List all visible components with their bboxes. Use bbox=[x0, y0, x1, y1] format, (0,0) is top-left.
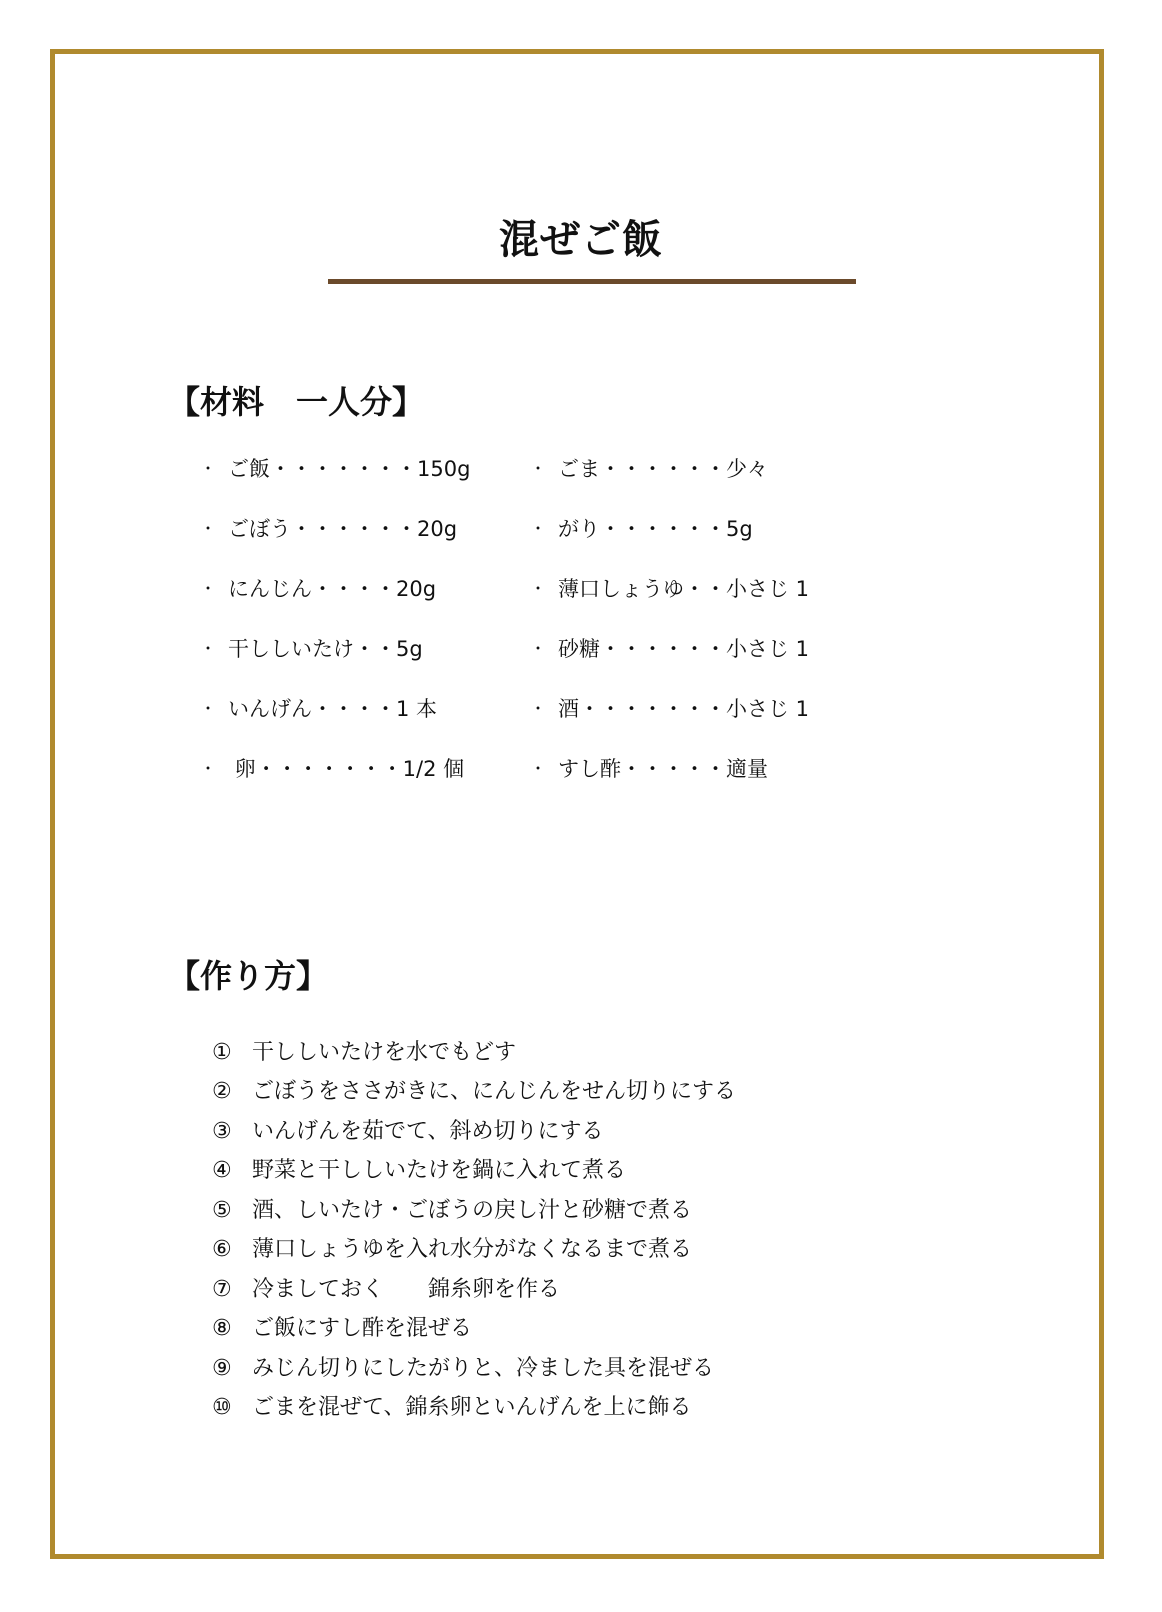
step-number: ⑧ bbox=[212, 1316, 232, 1342]
step-item bbox=[212, 1389, 736, 1429]
title-underline bbox=[328, 279, 856, 284]
step-text: いんげんを茹でて、斜め切りにする bbox=[252, 1118, 604, 1144]
ingredient-item bbox=[530, 455, 809, 515]
step-text: みじん切りにしたがりと、冷ました具を混ぜる bbox=[252, 1355, 715, 1381]
ingredient-item bbox=[200, 635, 470, 695]
bullet-icon: ・ bbox=[200, 519, 217, 538]
ingredient-text: 砂糖・・・・・・小さじ 1 bbox=[558, 637, 810, 661]
ingredient-item bbox=[530, 575, 809, 635]
bullet-icon: ・ bbox=[200, 459, 217, 478]
bullet-icon: ・ bbox=[200, 639, 217, 658]
ingredient-text: 薄口しょうゆ・・小さじ 1 bbox=[558, 577, 810, 601]
ingredient-item bbox=[200, 455, 470, 515]
ingredient-text: すし酢・・・・・適量 bbox=[558, 757, 768, 781]
page-title: 混ぜご飯 bbox=[499, 217, 663, 263]
step-number: ③ bbox=[212, 1118, 232, 1144]
step-number: ⑥ bbox=[212, 1237, 232, 1263]
steps-list bbox=[212, 1033, 736, 1428]
step-number: ⑨ bbox=[212, 1355, 232, 1381]
step-text: 冷ましておく 錦糸卵を作る bbox=[252, 1276, 561, 1302]
step-item bbox=[212, 1152, 736, 1192]
step-text: ご飯にすし酢を混ぜる bbox=[252, 1316, 473, 1342]
ingredient-text: ごぼう・・・・・・20g bbox=[228, 517, 458, 541]
ingredient-item bbox=[200, 575, 470, 635]
bullet-icon: ・ bbox=[530, 639, 547, 658]
step-item bbox=[212, 1349, 736, 1389]
ingredients-heading: 【材料 一人分】 bbox=[168, 383, 425, 421]
step-number: ⑦ bbox=[212, 1276, 232, 1302]
bullet-icon: ・ bbox=[200, 579, 217, 598]
ingredients-list-left bbox=[200, 455, 470, 815]
step-item bbox=[212, 1033, 736, 1073]
ingredient-text: ごま・・・・・・少々 bbox=[558, 457, 768, 481]
ingredient-item bbox=[200, 755, 470, 815]
ingredient-item bbox=[200, 695, 470, 755]
bullet-icon: ・ bbox=[530, 579, 547, 598]
bullet-icon: ・ bbox=[200, 699, 217, 718]
step-item bbox=[212, 1073, 736, 1113]
ingredient-item bbox=[530, 515, 809, 575]
step-item bbox=[212, 1112, 736, 1152]
step-item bbox=[212, 1231, 736, 1271]
step-number: ⑤ bbox=[212, 1197, 232, 1223]
step-item bbox=[212, 1270, 736, 1310]
ingredient-item bbox=[530, 635, 809, 695]
ingredient-text: ご飯・・・・・・・150g bbox=[228, 457, 471, 481]
ingredient-text: にんじん・・・・20g bbox=[228, 577, 437, 601]
bullet-icon: ・ bbox=[530, 459, 547, 478]
steps-heading: 【作り方】 bbox=[168, 957, 329, 995]
step-number: ① bbox=[212, 1039, 232, 1065]
ingredient-text: がり・・・・・・5g bbox=[558, 517, 753, 541]
ingredient-text: いんげん・・・・1 本 bbox=[228, 697, 438, 721]
bullet-icon: ・ bbox=[530, 759, 547, 778]
ingredients-list-right bbox=[530, 455, 809, 815]
ingredient-item bbox=[200, 515, 470, 575]
step-text: ごまを混ぜて、錦糸卵といんげんを上に飾る bbox=[252, 1395, 692, 1421]
step-text: 酒、しいたけ・ごぼうの戻し汁と砂糖で煮る bbox=[252, 1197, 693, 1223]
bullet-icon: ・ bbox=[200, 759, 217, 778]
bullet-icon: ・ bbox=[530, 699, 547, 718]
step-text: 干ししいたけを水でもどす bbox=[252, 1039, 517, 1065]
step-text: 野菜と干ししいたけを鍋に入れて煮る bbox=[252, 1158, 627, 1184]
ingredient-text: 干ししいたけ・・5g bbox=[228, 637, 423, 661]
step-text: ごぼうをささがきに、にんじんをせん切りにする bbox=[252, 1079, 737, 1105]
step-item bbox=[212, 1191, 736, 1231]
step-number: ④ bbox=[212, 1158, 232, 1184]
ingredient-text: 酒・・・・・・・小さじ 1 bbox=[558, 697, 810, 721]
bullet-icon: ・ bbox=[530, 519, 547, 538]
step-text: 薄口しょうゆを入れ水分がなくなるまで煮る bbox=[252, 1237, 693, 1263]
ingredient-item bbox=[530, 695, 809, 755]
ingredient-text: 卵・・・・・・・1/2 個 bbox=[228, 757, 465, 781]
step-number: ② bbox=[212, 1079, 232, 1105]
ingredient-item bbox=[530, 755, 809, 815]
step-number: ⑩ bbox=[212, 1395, 232, 1421]
step-item bbox=[212, 1310, 736, 1350]
